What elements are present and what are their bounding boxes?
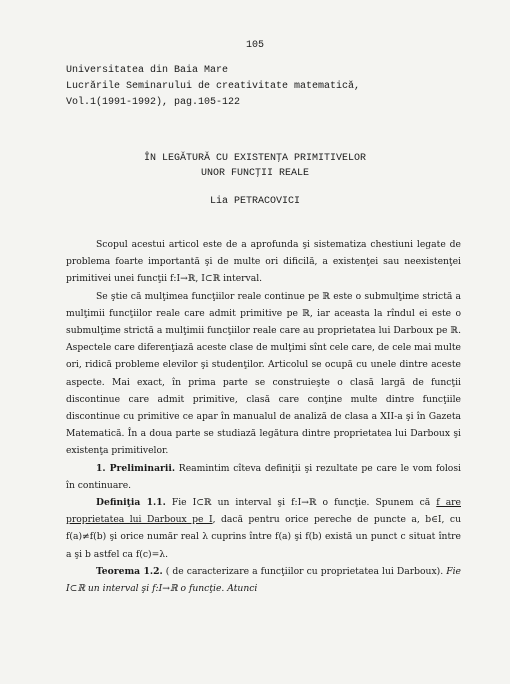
article-title — [0, 151, 510, 181]
paragraph-definition — [66, 494, 461, 563]
definition-text-a: Fie I⊂ℝ un interval şi f:I→ℝ o funcţie. Spunem că — [165, 497, 437, 509]
page-number: 105 — [245, 40, 264, 51]
author-name: Lia PETRACOVICI — [209, 196, 300, 207]
header-line-1: Universitatea din Baia Mare — [66, 65, 229, 76]
journal-header — [66, 63, 360, 111]
section-heading: 1. Preliminarii. — [96, 462, 176, 474]
paragraph-preliminaries — [66, 460, 461, 494]
article-body — [66, 236, 461, 597]
paragraph-context: Se ştie că mulţimea funcţiilor reale continue pe ℝ este o submulţime strictă a mulţimii funcţiilor reale care admit primitive pe ℝ, iar aceasta la rîndul ei este o submulţime strictă a mulţimii funcţiilor reale care au proprietatea lui Darboux pe ℝ. Aspectele care diferenţiază aceste clase de mulţimi sînt cele care, de cele mai multe ori, ridică probleme elevilor şi studenţilor. Articolul se ocupă cu unele dintre aceste aspecte. Mai exact, în prima parte se construieşte o clasă largă de funcţii discontinue care admit primitive, clasă care conţine multe dintre funcţiile discontinue cu primitive ce apar în manualul de analiză de clasa a XII-a şi în Gazeta Matematică. În a doua parte se studiază legătura dintre proprietatea lui Darboux şi existenţa primitivelor. — [66, 290, 461, 457]
theorem-heading: Teorema 1.2. — [96, 565, 163, 577]
header-line-2: Lucrările Seminarului de creativitate matematică, — [66, 81, 361, 92]
paragraph-intro: Scopul acestui articol este de a aprofunda şi sistematiza chestiuni legate de problema foarte importantă şi de multe ori dificilă, a existenţei sau neexistenţei primitivei unei funcţii f:I→ℝ, I⊂ℝ interval. — [66, 239, 461, 285]
title-line-1: ÎN LEGĂTURĂ CU EXISTENŢA PRIMITIVELOR — [143, 153, 367, 164]
header-line-3: Vol.1(1991-1992), pag.105-122 — [66, 97, 241, 108]
definition-heading: Definiţia 1.1. — [96, 497, 166, 509]
paragraph-theorem — [66, 563, 461, 597]
title-line-2: UNOR FUNCŢII REALE — [200, 168, 310, 179]
definition-underlined: f are proprietatea lui Darboux pe I — [66, 497, 461, 526]
section-text: Reamintim cîteva definiţii şi rezultate pe care le vom folosi în continuare. — [66, 462, 461, 491]
theorem-text: ( de caracterizare a funcţiilor cu proprietatea lui Darboux). — [162, 565, 447, 577]
definition-text-b: , dacă pentru orice pereche de puncte a, b∈I, cu f(a)≠f(b) şi orice număr real λ cuprins între f(a) şi f(b) există un punct c situat între a şi b astfel ca f(c)=λ. — [66, 514, 461, 560]
theorem-italic: Fie I⊂ℝ un interval şi f:I→ℝ o funcţie. Atunci — [66, 565, 461, 595]
